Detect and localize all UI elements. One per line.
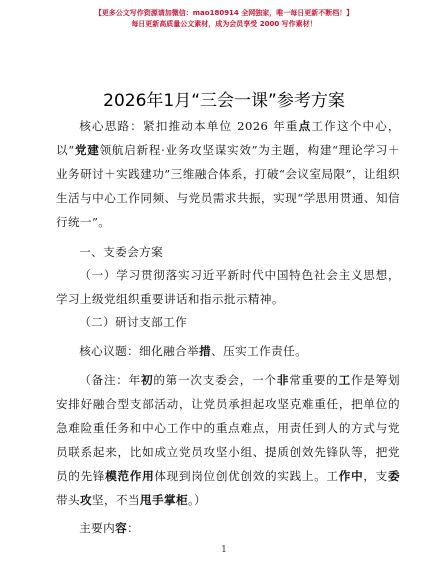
promo-banner-line2: 每日更新高质量公文素材，成为会员享受 2000 写作素材！ bbox=[131, 20, 317, 28]
item-2-paragraph bbox=[56, 310, 400, 334]
note-text: 坚，不当 bbox=[92, 493, 140, 507]
core-idea-bold: 党建 bbox=[74, 143, 100, 157]
core-topic-text: 、压实工作责任。 bbox=[211, 344, 308, 358]
note-text: 的第一次支委会，一个 bbox=[153, 373, 277, 387]
note-bold: 工 bbox=[338, 373, 351, 387]
section-heading-text: 一、支委会方案 bbox=[79, 245, 164, 259]
note-bold: 初 bbox=[140, 373, 154, 387]
core-idea-text: 紧扣推动本单位 2026 年重 bbox=[143, 119, 299, 133]
note-text: 。） bbox=[187, 493, 207, 507]
core-idea-label: 核心思路： bbox=[79, 119, 143, 133]
note-text: 带头 bbox=[56, 493, 80, 507]
core-idea-bold: 点 bbox=[298, 119, 312, 133]
core-idea-paragraph bbox=[56, 114, 400, 234]
page-number: 1 bbox=[221, 545, 227, 555]
note-text: 体现到岗位创优创效的实践上。工 bbox=[154, 469, 339, 483]
note-bold: 非 bbox=[276, 373, 290, 387]
main-content-heading bbox=[56, 516, 400, 540]
note-text: 作是筹划安排好融合型支部活动，让党员承担起攻坚克难重任，把单位的急难险重任务和中心工作中的重点难点，用责任到人的方式与党员联系起来，比如成立党员攻坚小组、提质创效先锋队等，把党员的先锋 bbox=[56, 373, 400, 483]
note-bold: 模范作用 bbox=[105, 469, 155, 483]
note-paragraph bbox=[56, 368, 400, 512]
item-2-text: （二）研讨支部工作 bbox=[79, 315, 188, 329]
note-bold: 甩手掌柜 bbox=[139, 493, 188, 507]
note-text: 常重要的 bbox=[289, 373, 339, 387]
item-1-text: （一）学习贯彻落实习近平新时代中国特色社会主义思想，学习上级党组织重要讲话和指示批示精神。 bbox=[56, 268, 400, 306]
note-bold: 作中 bbox=[338, 469, 364, 483]
core-idea-text: 领航启新程·业务攻坚谋实效”为主题，构建“理论学习＋业务研讨＋实践建功”三维融合体系，打破“会议室局限”，让组织生活与中心工作同频、与党员需求共振，实现“学思用贯通、知信行统一”。 bbox=[56, 143, 400, 229]
main-content-bold: 容 bbox=[115, 521, 128, 535]
note-text: （备注：年 bbox=[79, 373, 141, 387]
main-content-colon: ： bbox=[127, 521, 140, 535]
main-content-label: 主要内 bbox=[79, 521, 116, 535]
core-topic-paragraph bbox=[56, 339, 400, 363]
promo-banner-line1: 【更多公文写作资源请加微信：mao180914 全网独家，唯一每日更新不断档！】 bbox=[94, 9, 354, 17]
section-heading-1 bbox=[56, 240, 400, 264]
note-bold: 攻 bbox=[80, 493, 92, 507]
core-topic-text: 核心议题：细化融合举 bbox=[79, 344, 200, 358]
note-bold: 委 bbox=[387, 469, 400, 483]
item-1-paragraph bbox=[56, 263, 400, 311]
core-topic-bold: 措 bbox=[199, 344, 212, 358]
note-text: ，支 bbox=[363, 469, 388, 483]
document-title: 2026年1月“三会一课”参考方案 bbox=[103, 91, 345, 111]
core-idea-text: 工作这个中心，以“ bbox=[56, 119, 400, 157]
